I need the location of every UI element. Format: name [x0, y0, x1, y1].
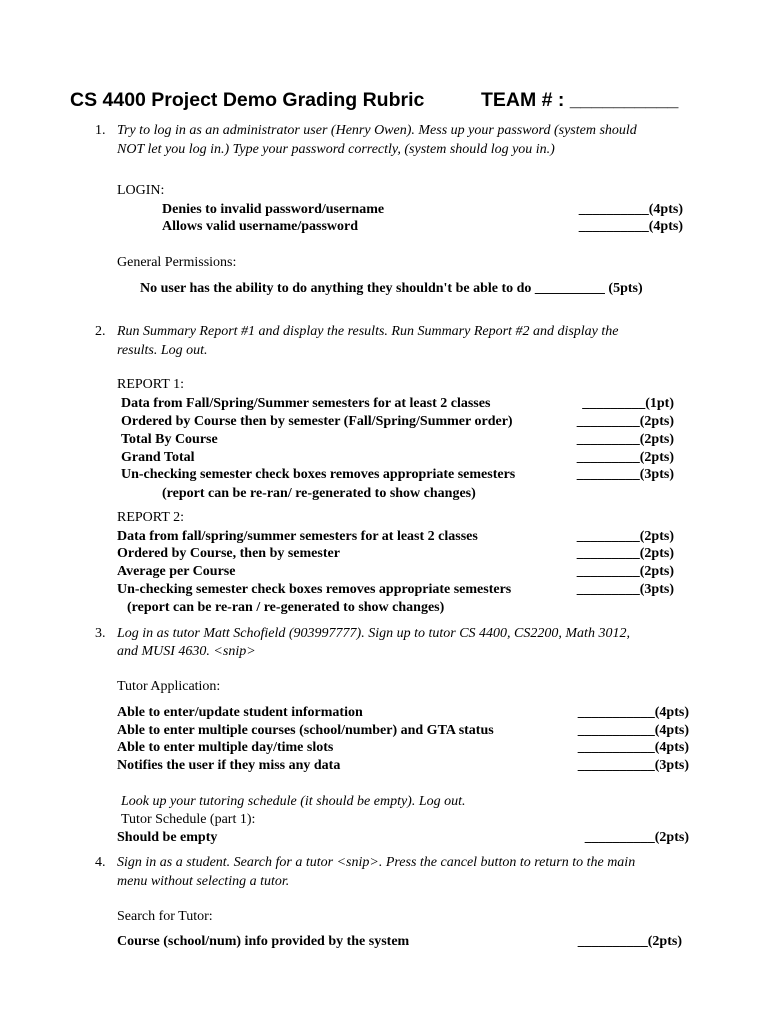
- points-field: _________(3pts): [576, 467, 674, 482]
- criterion-text: Course (school/num) info provided by the system: [117, 934, 410, 949]
- login-heading: LOGIN:: [117, 183, 165, 198]
- criterion-text: Average per Course: [117, 564, 236, 579]
- team-number-field: TEAM # : __________: [481, 89, 679, 111]
- points-field: __________(4pts): [578, 202, 683, 217]
- criterion-text: Should be empty: [117, 830, 218, 845]
- item-number-3: 3.: [95, 626, 106, 641]
- instruction-3-line-2: and MUSI 4630. <snip>: [117, 644, 256, 659]
- criterion-text: Grand Total: [121, 450, 195, 465]
- points-field: _________(2pts): [576, 546, 674, 561]
- criterion-text: Able to enter multiple day/time slots: [117, 740, 334, 755]
- instruction-2-line-1: Run Summary Report #1 and display the results. Run Summary Report #2 and display the: [117, 324, 619, 339]
- item-number-4: 4.: [95, 855, 106, 870]
- points-field: __________(2pts): [584, 830, 689, 845]
- points-field: _________(2pts): [576, 529, 674, 544]
- instruction-1-line-1: Try to log in as an administrator user (Henry Owen). Mess up your password (system should: [117, 123, 637, 138]
- instruction-4-line-2: menu without selecting a tutor.: [117, 874, 290, 889]
- instruction-3-line-1: Log in as tutor Matt Schofield (903997777). Sign up to tutor CS 4400, CS2200, Math 3012,: [117, 626, 630, 641]
- points-field: ___________(4pts): [577, 705, 689, 720]
- points-field: _________(1pt): [582, 396, 674, 411]
- points-field: _________(2pts): [576, 450, 674, 465]
- points-field: ___________(3pts): [577, 758, 689, 773]
- tutor-application-heading: Tutor Application:: [117, 679, 221, 694]
- tutor-schedule-instruction: Look up your tutoring schedule (it should be empty). Log out.: [121, 794, 466, 809]
- report-1-heading: REPORT 1:: [117, 377, 184, 392]
- criterion-note: (report can be re-ran/ re-generated to show changes): [162, 486, 476, 501]
- criterion-text: Denies to invalid password/username: [162, 202, 385, 217]
- points-field: ___________(4pts): [577, 740, 689, 755]
- points-field: ___________(4pts): [577, 723, 689, 738]
- criterion-text: Un-checking semester check boxes removes appropriate semesters: [121, 467, 516, 482]
- points-field: _________(2pts): [576, 564, 674, 579]
- criterion-text: Ordered by Course then by semester (Fall/Spring/Summer order): [121, 414, 513, 429]
- criterion-text: Data from fall/spring/summer semesters for at least 2 classes: [117, 529, 478, 544]
- points-field: __________(4pts): [578, 219, 683, 234]
- points-field: _________(3pts): [576, 582, 674, 597]
- criterion-text: No user has the ability to do anything they shouldn't be able to do __________ (5pts): [140, 281, 643, 296]
- item-number-2: 2.: [95, 324, 106, 339]
- criterion-text: Able to enter multiple courses (school/number) and GTA status: [117, 723, 494, 738]
- page-title: CS 4400 Project Demo Grading Rubric: [70, 89, 425, 111]
- points-field: _________(2pts): [576, 414, 674, 429]
- item-number-1: 1.: [95, 123, 106, 138]
- criterion-text: Un-checking semester check boxes removes appropriate semesters: [117, 582, 512, 597]
- general-permissions-heading: General Permissions:: [117, 255, 237, 270]
- criterion-text: Notifies the user if they miss any data: [117, 758, 341, 773]
- instruction-1-line-2: NOT let you log in.) Type your password correctly, (system should log you in.): [117, 142, 555, 157]
- points-field: __________(2pts): [577, 934, 682, 949]
- points-field: _________(2pts): [576, 432, 674, 447]
- instruction-4-line-1: Sign in as a student. Search for a tutor <snip>. Press the cancel button to return to the main: [117, 855, 636, 870]
- report-2-heading: REPORT 2:: [117, 510, 184, 525]
- criterion-text: Able to enter/update student information: [117, 705, 363, 720]
- criterion-text: Allows valid username/password: [162, 219, 359, 234]
- tutor-schedule-heading: Tutor Schedule (part 1):: [121, 812, 256, 827]
- search-for-tutor-heading: Search for Tutor:: [117, 909, 213, 924]
- instruction-2-line-2: results. Log out.: [117, 343, 208, 358]
- criterion-text: Total By Course: [121, 432, 218, 447]
- criterion-text: Ordered by Course, then by semester: [117, 546, 340, 561]
- criterion-text: Data from Fall/Spring/Summer semesters for at least 2 classes: [121, 396, 491, 411]
- criterion-note: (report can be re-ran / re-generated to show changes): [127, 600, 445, 615]
